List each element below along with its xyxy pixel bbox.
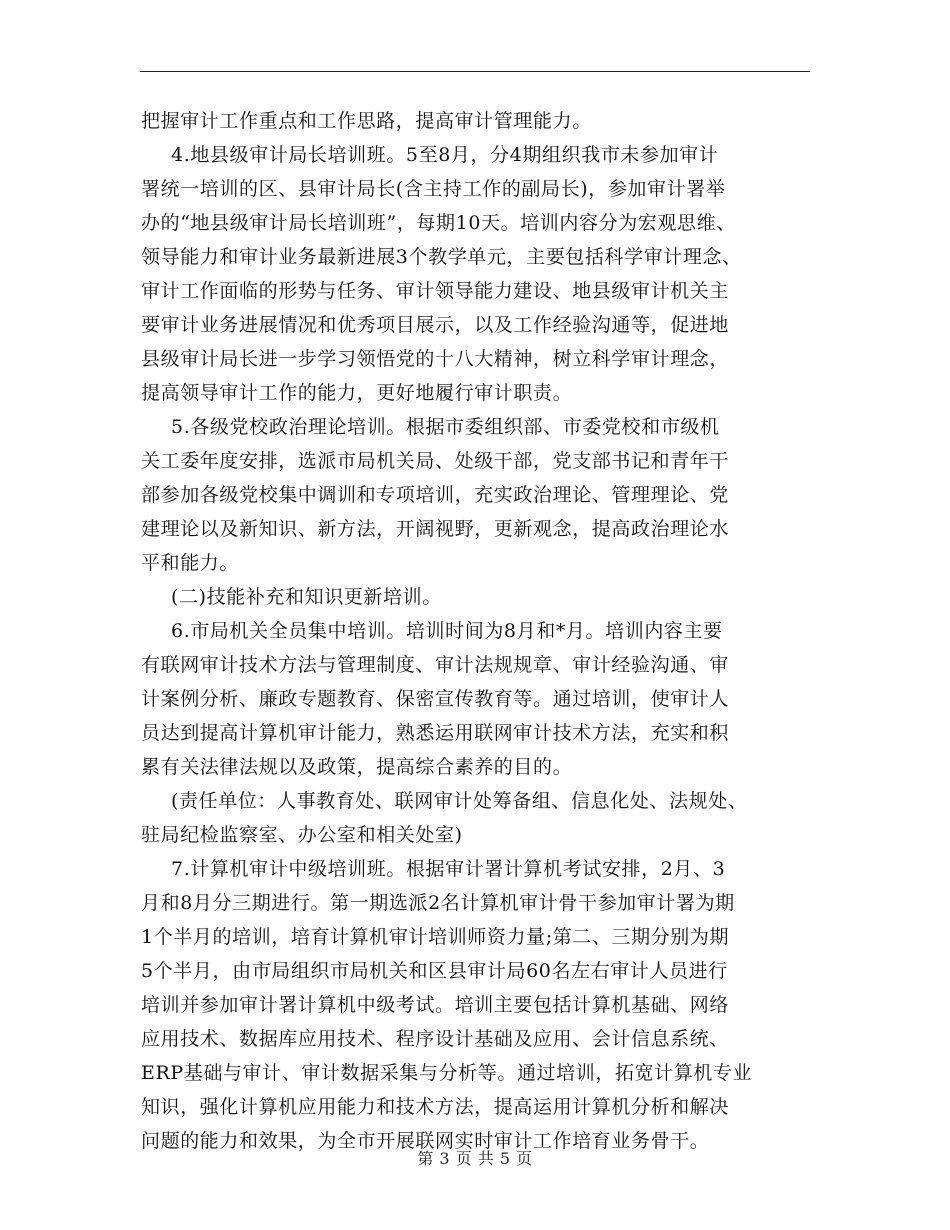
text-line: 5.各级党校政治理论培训。根据市委组织部、市委党校和市级机: [171, 416, 720, 438]
text-line: 知识，强化计算机应用能力和技术方法，提高运用计算机分析和解决: [141, 1096, 730, 1118]
text-line: 部参加各级党校集中调训和专项培训，充实政治理论、管理理论、党: [141, 484, 730, 506]
text-line: 6.市局机关全员集中培训。培训时间为8月和*月。培训内容主要: [171, 620, 723, 642]
text-line: 领导能力和审计业务最新进展3个教学单元，主要包括科学审计理念、: [141, 246, 742, 268]
text-line: 把握审计工作重点和工作思路，提高审计管理能力。: [141, 110, 592, 132]
text-line: 4.地县级审计局长培训班。5至8月，分4期组织我市未参加审计: [171, 144, 719, 166]
text-line: 审计工作面临的形势与任务、审计领导能力建设、地县级审计机关主: [141, 280, 730, 302]
text-line: 应用技术、数据库应用技术、程序设计基础及应用、会计信息系统、: [141, 1028, 730, 1050]
text-line: 署统一培训的区、县审计局长(含主持工作的副局长)，参加审计署举: [141, 178, 726, 200]
text-line: 县级审计局长进一步学习领悟党的十八大精神，树立科学审计理念，: [141, 348, 730, 370]
document-body: [141, 104, 817, 1158]
text-line: (责任单位：人事教育处、联网审计处筹备组、信息化处、法规处、: [171, 790, 748, 812]
text-line: 累有关法律法规以及政策，提高综合素养的目的。: [141, 756, 573, 778]
text-line: (二)技能补充和知识更新培训。: [171, 586, 442, 608]
text-line: 驻局纪检监察室、办公室和相关处室): [141, 824, 463, 846]
text-line: 计案例分析、廉政专题教育、保密宣传教育等。通过培训，使审计人: [141, 688, 730, 710]
text-line: 1个半月的培训，培育计算机审计培训师资力量;第二、三期分别为期: [141, 926, 730, 948]
text-line: 员达到提高计算机审计能力，熟悉运用联网审计技术方法，充实和积: [141, 722, 730, 744]
text-line: 建理论以及新知识、新方法，开阔视野，更新观念，提高政治理论水: [141, 518, 730, 540]
text-line: 要审计业务进展情况和优秀项目展示，以及工作经验沟通等，促进地: [141, 314, 730, 336]
text-line: 7.计算机审计中级培训班。根据审计署计算机考试安排，2月、3: [171, 858, 726, 880]
text-line: 5个半月，由市局组织市局机关和区县审计局60名左右审计人员进行: [141, 960, 728, 982]
text-line: 有联网审计技术方法与管理制度、审计法规规章、审计经验沟通、审: [141, 654, 730, 676]
page-footer: 第 3 页 共 5 页: [417, 1149, 533, 1168]
text-line: 提高领导审计工作的能力，更好地履行审计职责。: [141, 382, 573, 404]
text-line: ERP基础与审计、审计数据采集与分析等。通过培训，拓宽计算机专业: [141, 1062, 753, 1084]
text-line: 月和8月分三期进行。第一期选派2名计算机审计骨干参加审计署为期: [141, 892, 735, 914]
text-line: 关工委年度安排，选派市局机关局、处级干部，党支部书记和青年干: [141, 450, 730, 472]
text-line: 平和能力。: [141, 552, 240, 574]
text-line: 问题的能力和效果，为全市开展联网实时审计工作培育业务骨干。: [141, 1130, 710, 1152]
header-rule: [140, 71, 810, 72]
text-line: 培训并参加审计署计算机中级考试。培训主要包括计算机基础、网络: [141, 994, 730, 1016]
text-line: 办的“地县级审计局长培训班”，每期10天。培训内容分为宏观思维、: [141, 212, 736, 234]
